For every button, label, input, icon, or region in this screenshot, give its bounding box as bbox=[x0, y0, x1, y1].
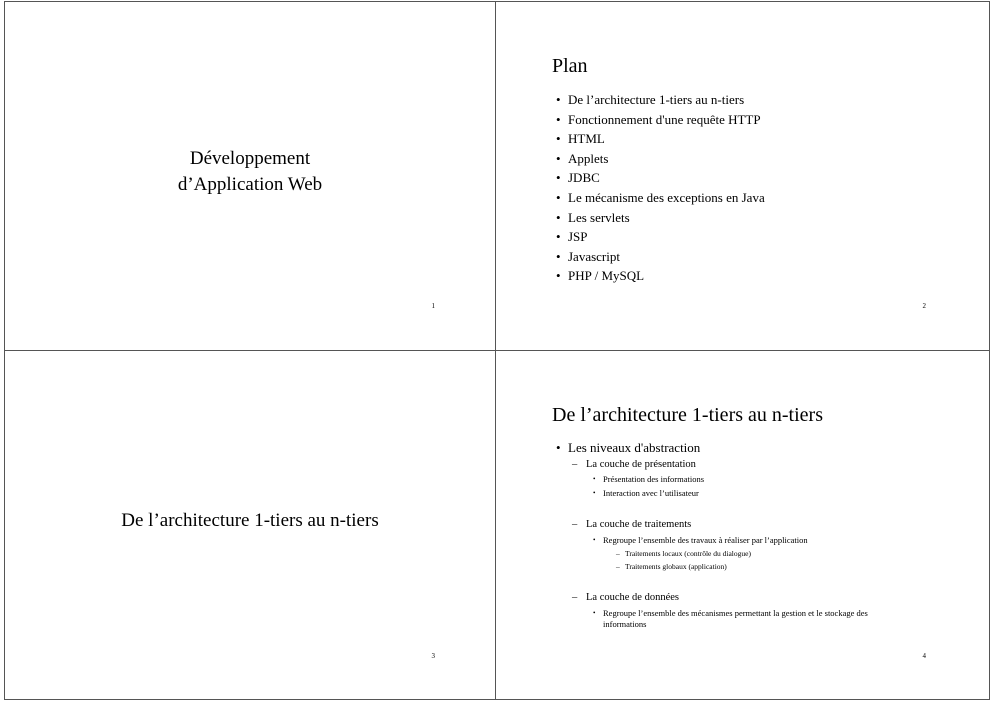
dash-marker: – bbox=[616, 562, 620, 571]
slide-1-title bbox=[5, 146, 495, 198]
presentation-layer-label: La couche de présentation bbox=[586, 459, 696, 470]
plan-item: • Fonctionnement d'une requête HTTP bbox=[556, 110, 765, 130]
plan-list bbox=[556, 90, 765, 286]
plan-item: • Applets bbox=[556, 149, 765, 169]
presentation-point-text: Interaction avec l’utilisateur bbox=[603, 488, 699, 498]
processing-subpoint-text: Traitements locaux (contrôle du dialogue) bbox=[625, 549, 751, 558]
processing-subpoint bbox=[616, 549, 751, 559]
slide-2-page-number: 2 bbox=[922, 302, 926, 310]
processing-subpoint-text: Traitements globaux (application) bbox=[625, 562, 727, 571]
abstraction-levels-text: Les niveaux d'abstraction bbox=[568, 440, 701, 455]
slide-2-title: Plan bbox=[552, 55, 588, 77]
bullet-marker: • bbox=[593, 489, 596, 497]
bullet-marker: • bbox=[556, 440, 561, 455]
dash-marker: – bbox=[572, 592, 578, 603]
dash-marker: – bbox=[572, 519, 578, 530]
plan-item: • Javascript bbox=[556, 247, 765, 267]
data-point-line-1: Regroupe l’ensemble des mécanismes permettant la gestion et le stockage des bbox=[603, 608, 868, 618]
plan-item: • HTML bbox=[556, 129, 765, 149]
processing-point bbox=[593, 535, 808, 546]
abstraction-levels-bullet bbox=[556, 440, 700, 456]
plan-item: • De l’architecture 1-tiers au n-tiers bbox=[556, 90, 765, 110]
plan-item: • Les servlets bbox=[556, 208, 765, 228]
data-point-line-2: informations bbox=[603, 619, 647, 629]
slide-4-page-number: 4 bbox=[922, 652, 926, 660]
slide-3-page-number: 3 bbox=[431, 652, 435, 660]
slide-1-title-line-2: d’Application Web bbox=[177, 174, 323, 195]
plan-item: • JDBC bbox=[556, 168, 765, 188]
slide-4 bbox=[496, 351, 986, 700]
processing-point-text: Regroupe l’ensemble des travaux à réaliser par l’application bbox=[603, 535, 808, 545]
presentation-layer-item bbox=[572, 458, 696, 471]
data-layer-item bbox=[572, 591, 679, 604]
dash-marker: – bbox=[572, 459, 578, 470]
plan-item: • JSP bbox=[556, 227, 765, 247]
bullet-marker: • bbox=[593, 536, 596, 544]
slide-3 bbox=[5, 351, 495, 700]
slide-3-title: De l’architecture 1-tiers au n-tiers bbox=[121, 510, 379, 531]
processing-layer-item bbox=[572, 518, 691, 531]
bullet-marker: • bbox=[593, 609, 596, 617]
data-point-text bbox=[593, 608, 868, 630]
plan-item: • Le mécanisme des exceptions en Java bbox=[556, 188, 765, 208]
presentation-point-text: Présentation des informations bbox=[603, 474, 705, 484]
data-layer-label: La couche de données bbox=[586, 592, 679, 603]
slide-1-page-number: 1 bbox=[431, 302, 435, 310]
dash-marker: – bbox=[616, 549, 620, 558]
processing-subpoint bbox=[616, 562, 727, 572]
plan-item: • PHP / MySQL bbox=[556, 266, 765, 286]
slide-1-title-line-1: Développement bbox=[189, 148, 311, 169]
slide-4-title: De l’architecture 1-tiers au n-tiers bbox=[552, 404, 823, 426]
data-point bbox=[593, 608, 868, 630]
slide-1 bbox=[5, 1, 495, 350]
slide-2 bbox=[496, 1, 986, 350]
processing-layer-label: La couche de traitements bbox=[586, 519, 692, 530]
presentation-point bbox=[593, 488, 699, 499]
presentation-point bbox=[593, 474, 704, 485]
bullet-marker: • bbox=[593, 475, 596, 483]
